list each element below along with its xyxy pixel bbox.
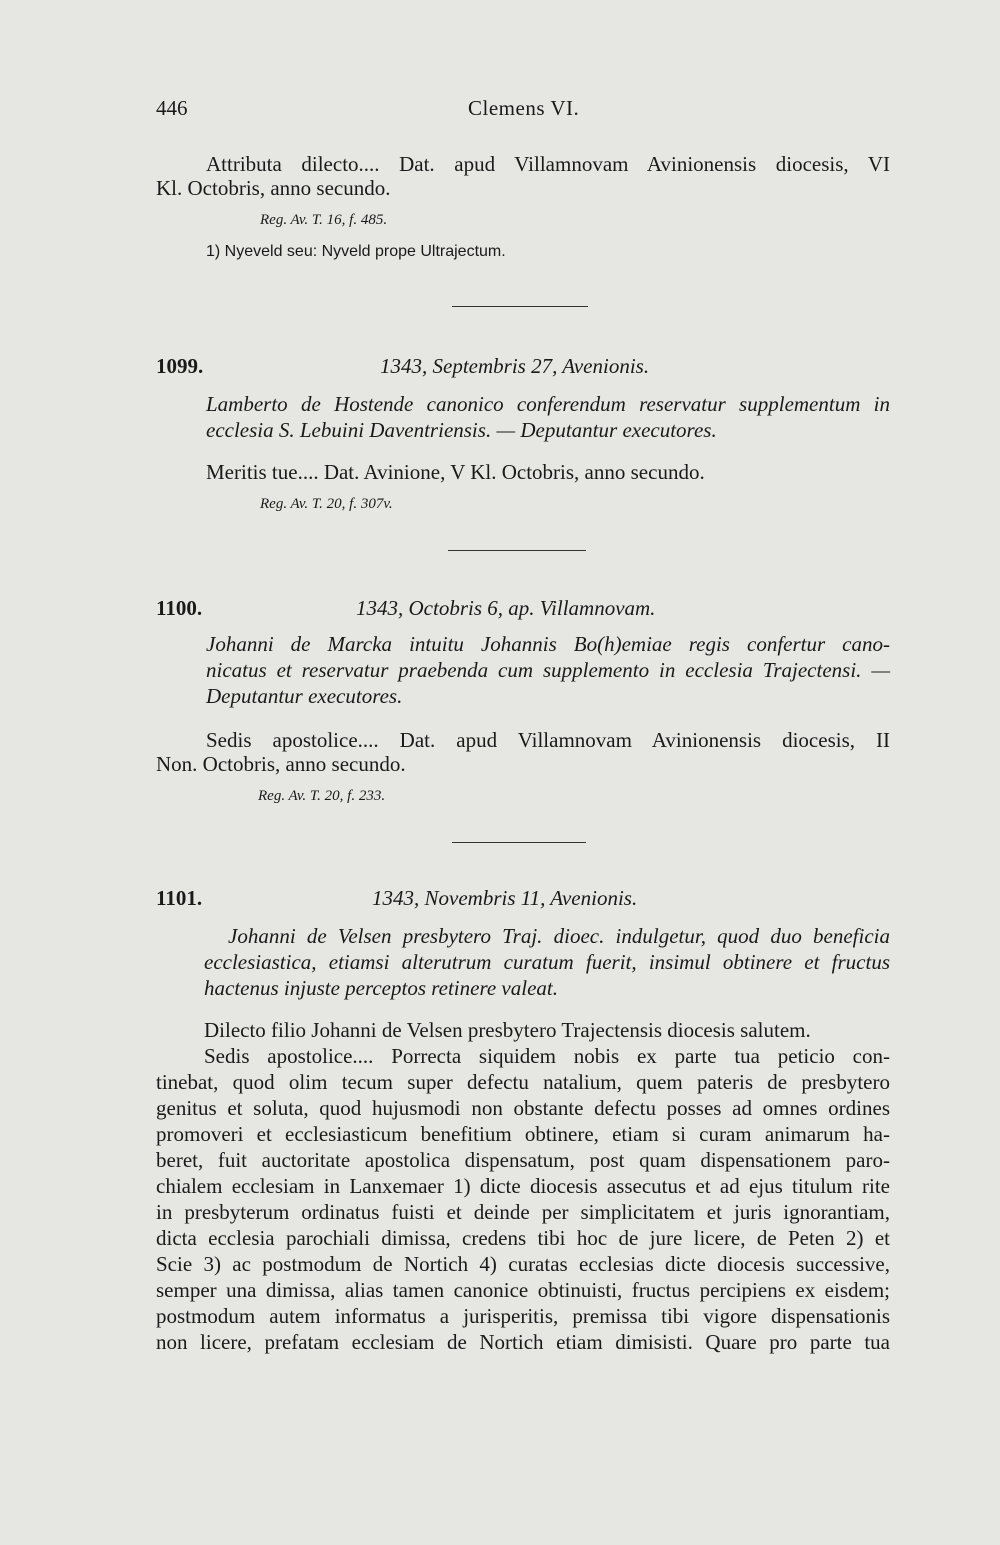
entry-summary-line: Johanni de Velsen presbytero Traj. dioec. indulgetur, quod duo beneficia (228, 924, 890, 948)
entry-number: 1101. (156, 886, 203, 910)
entry-date: 1343, Novembris 11, Avenionis. (372, 886, 638, 910)
entry-text-line: Dilecto filio Johanni de Velsen presbytero Trajectensis diocesis salutem. (204, 1018, 811, 1042)
entry-summary-line: Deputantur executores. (206, 684, 403, 708)
entry-summary-line: ecclesiastica, etiamsi alterutrum curatum fuerit, insimul obtinere et fructus (204, 950, 890, 974)
entry-text-line: Sedis apostolice.... Dat. apud Villamnovam Avinionensis diocesis, II (206, 728, 890, 752)
separator-rule (448, 550, 586, 551)
running-title: Clemens VI. (468, 96, 580, 120)
page-number: 446 (156, 96, 188, 120)
entry-text-line: tinebat, quod olim tecum super defectu natalium, quem pateris de presbytero (156, 1070, 890, 1094)
entry-summary-line: ecclesia S. Lebuini Daventriensis. — Deputantur executores. (206, 418, 717, 442)
entry-number: 1100. (156, 596, 203, 620)
entry-text-line: Meritis tue.... Dat. Avinione, V Kl. Octobris, anno secundo. (206, 460, 705, 484)
entry-text-line: Sedis apostolice.... Porrecta siquidem nobis ex parte tua peticio con- (204, 1044, 890, 1068)
entry-text-line: semper una dimissa, alias tamen canonice obtinuisti, fructus percipiens ex eisdem; (156, 1278, 890, 1302)
prev-entry-line: Attributa dilecto.... Dat. apud Villamnovam Avinionensis diocesis, VI (206, 152, 890, 176)
source-reference: Reg. Av. T. 20, f. 307v. (260, 496, 393, 512)
prev-entry-line: Kl. Octobris, anno secundo. (156, 176, 391, 200)
entry-text-line: postmodum autem informatus a jurisperitis, premissa tibi vigore dispensationis (156, 1304, 890, 1328)
entry-text-line: Non. Octobris, anno secundo. (156, 752, 406, 776)
entry-summary-line: Johanni de Marcka intuitu Johannis Bo(h)emiae regis confertur cano- (206, 632, 890, 656)
entry-text-line: genitus et soluta, quod hujusmodi non obstante defectu posses ad omnes ordines (156, 1096, 890, 1120)
entry-number: 1099. (156, 354, 204, 378)
entry-summary-line: Lamberto de Hostende canonico conferendum reservatur supplementum in (206, 392, 890, 416)
entry-text-line: promoveri et ecclesiasticum benefitium obtinere, etiam si curam animarum ha- (156, 1122, 890, 1146)
entry-text-line: in presbyterum ordinatus fuisti et deinde per simplicitatem et juris ignorantiam, (156, 1200, 890, 1224)
source-reference: Reg. Av. T. 16, f. 485. (260, 212, 388, 228)
entry-text-line: non licere, prefatam ecclesiam de Nortich etiam dimisisti. Quare pro parte tua (156, 1330, 890, 1354)
separator-rule (452, 306, 588, 307)
separator-rule (452, 842, 586, 843)
entry-date: 1343, Octobris 6, ap. Villamnovam. (356, 596, 656, 620)
entry-date: 1343, Septembris 27, Avenionis. (380, 354, 650, 378)
entry-summary-line: nicatus et reservatur praebenda cum supplemento in ecclesia Trajectensi. — (206, 658, 890, 682)
footnote: 1) Nyeveld seu: Nyveld prope Ultrajectum. (206, 243, 506, 260)
source-reference: Reg. Av. T. 20, f. 233. (258, 788, 386, 804)
entry-summary-line: hactenus injuste perceptos retinere valeat. (204, 976, 558, 1000)
entry-text-line: Scie 3) ac postmodum de Nortich 4) curatas ecclesias dicte diocesis successive, (156, 1252, 890, 1276)
entry-text-line: chialem ecclesiam in Lanxemaer 1) dicte diocesis assecutus et ad ejus titulum rite (156, 1174, 890, 1198)
entry-text-line: beret, fuit auctoritate apostolica dispensatum, post quam dispensationem paro- (156, 1148, 890, 1172)
entry-text-line: dicta ecclesia parochiali dimissa, credens tibi hoc de jure licere, de Peten 2) et (156, 1226, 890, 1250)
